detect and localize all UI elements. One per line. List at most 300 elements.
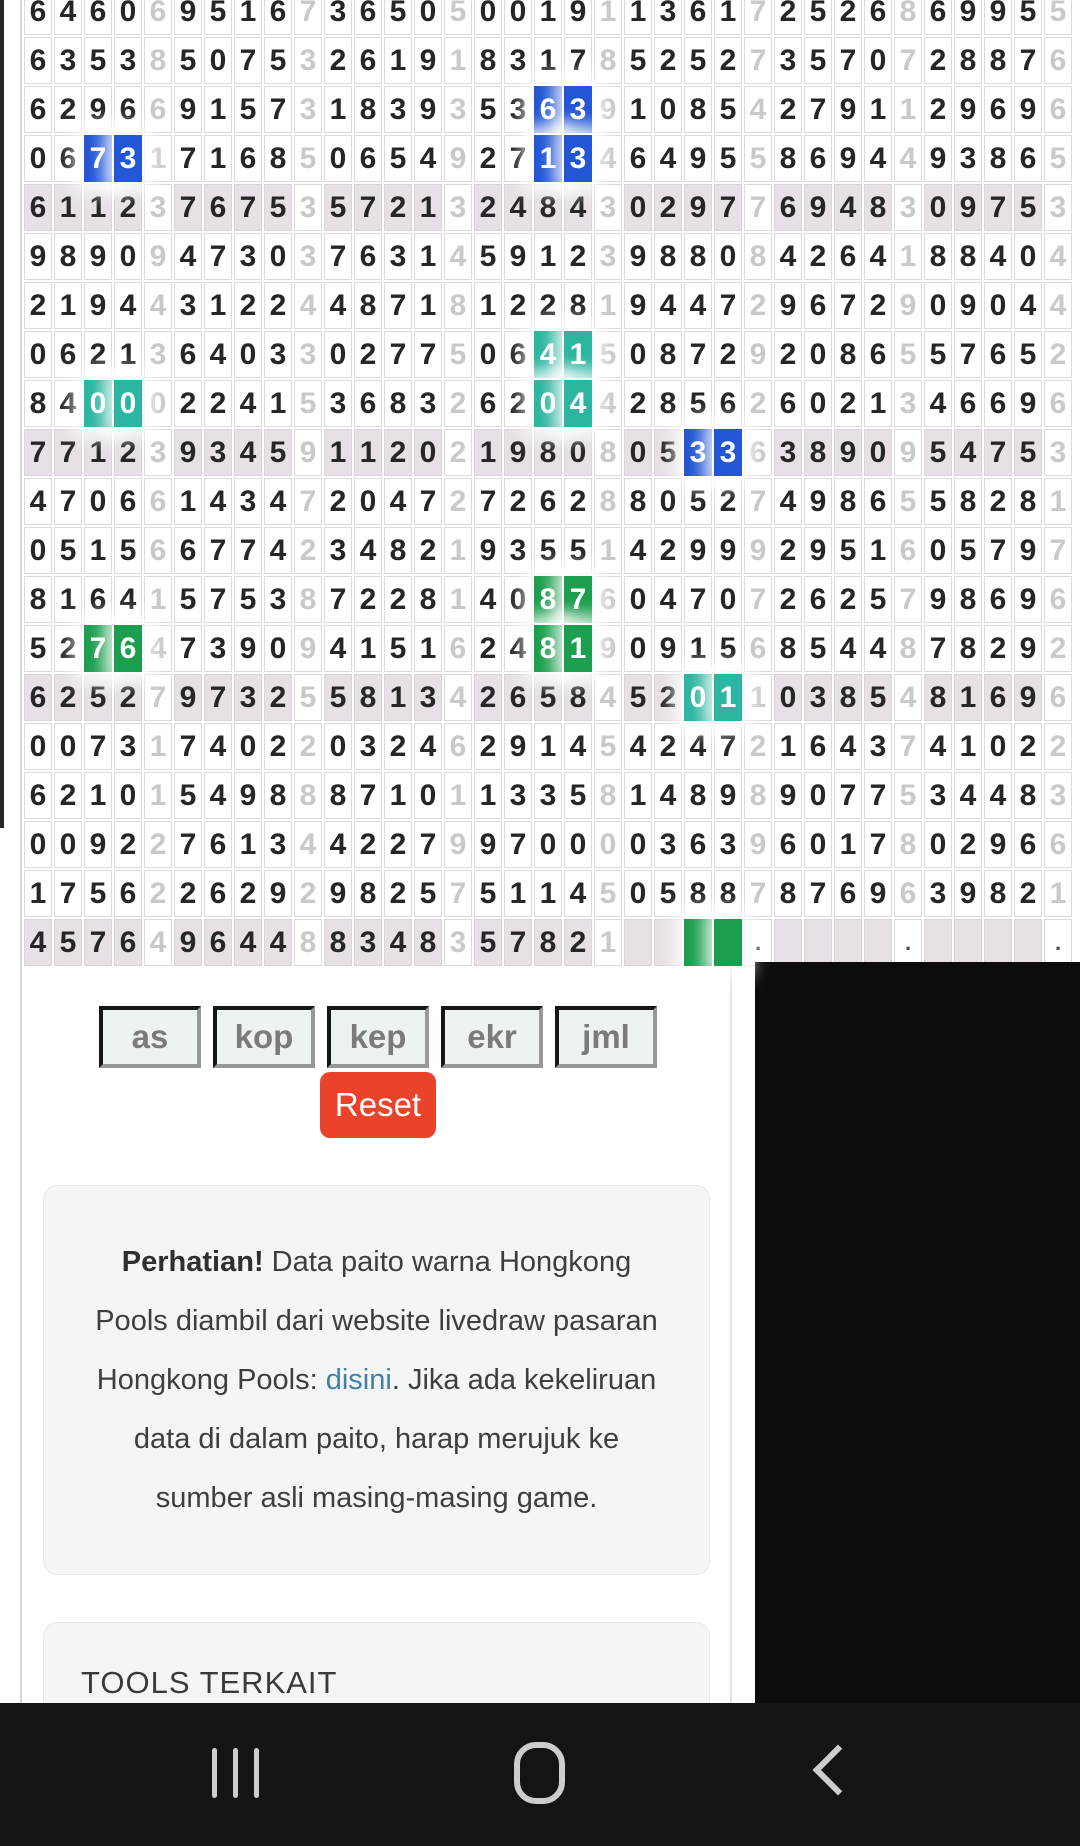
paito-cell[interactable]: 5 <box>564 527 592 574</box>
paito-cell[interactable]: 1 <box>384 37 412 84</box>
paito-cell[interactable]: 1 <box>864 86 892 133</box>
paito-cell[interactable]: 1 <box>324 429 352 476</box>
paito-cell[interactable]: 4 <box>234 919 262 966</box>
paito-cell[interactable]: 4 <box>414 723 442 770</box>
paito-cell[interactable]: 8 <box>924 233 952 280</box>
paito-cell[interactable]: 8 <box>24 380 52 427</box>
paito-cell[interactable]: 5 <box>174 576 202 623</box>
paito-cell[interactable]: 9 <box>234 772 262 819</box>
paito-cell[interactable]: 6 <box>864 331 892 378</box>
paito-cell[interactable]: 3 <box>654 0 682 35</box>
paito-cell[interactable]: 4 <box>474 576 502 623</box>
paito-cell[interactable]: 5 <box>654 870 682 917</box>
paito-cell[interactable]: 4 <box>414 135 442 182</box>
paito-cell[interactable]: 2 <box>504 478 532 525</box>
paito-cell[interactable]: 0 <box>414 429 442 476</box>
paito-cell[interactable]: 0 <box>714 233 742 280</box>
paito-cell[interactable]: 7 <box>84 135 112 182</box>
paito-cell[interactable]: 2 <box>54 86 82 133</box>
paito-cell[interactable]: 7 <box>384 282 412 329</box>
paito-cell[interactable]: 6 <box>174 331 202 378</box>
paito-cell[interactable]: 5 <box>924 429 952 476</box>
paito-cell[interactable]: 0 <box>414 772 442 819</box>
paito-cell[interactable]: 9 <box>84 86 112 133</box>
paito-cell[interactable]: 8 <box>384 380 412 427</box>
paito-cell[interactable]: 2 <box>564 233 592 280</box>
paito-cell[interactable]: 2 <box>474 723 502 770</box>
paito-cell[interactable]: 2 <box>834 380 862 427</box>
paito-cell[interactable]: 9 <box>264 870 292 917</box>
paito-cell[interactable]: 1 <box>234 821 262 868</box>
paito-cell[interactable]: 6 <box>24 184 52 231</box>
paito-cell[interactable]: 8 <box>834 478 862 525</box>
paito-cell[interactable]: 5 <box>1014 184 1042 231</box>
paito-cell[interactable]: 3 <box>924 870 952 917</box>
paito-cell[interactable]: 2 <box>384 184 412 231</box>
paito-cell[interactable]: 6 <box>984 576 1012 623</box>
paito-cell[interactable]: 7 <box>174 625 202 672</box>
paito-cell[interactable]: 7 <box>384 331 412 378</box>
paito-cell[interactable]: 2 <box>984 625 1012 672</box>
paito-cell[interactable]: 3 <box>114 135 142 182</box>
paito-cell[interactable]: 7 <box>174 821 202 868</box>
paito-cell[interactable]: 7 <box>564 37 592 84</box>
paito-cell[interactable]: 4 <box>264 478 292 525</box>
paito-cell[interactable]: 6 <box>504 674 532 721</box>
paito-cell[interactable]: 5 <box>264 37 292 84</box>
paito-cell[interactable]: 1 <box>714 674 742 721</box>
paito-cell[interactable]: 3 <box>114 37 142 84</box>
paito-cell[interactable]: 0 <box>624 331 652 378</box>
paito-cell[interactable]: 8 <box>954 576 982 623</box>
paito-cell[interactable]: 2 <box>924 86 952 133</box>
paito-cell[interactable]: 0 <box>204 37 232 84</box>
paito-cell[interactable]: 3 <box>204 625 232 672</box>
paito-cell[interactable]: 2 <box>1014 870 1042 917</box>
paito-cell[interactable]: 2 <box>504 380 532 427</box>
paito-cell[interactable]: 6 <box>774 184 802 231</box>
info-link[interactable]: disini <box>325 1363 392 1396</box>
paito-cell[interactable]: 1 <box>624 86 652 133</box>
paito-cell[interactable]: 3 <box>714 429 742 476</box>
paito-cell[interactable]: 4 <box>174 233 202 280</box>
paito-cell[interactable]: 6 <box>984 674 1012 721</box>
paito-cell[interactable]: 4 <box>204 331 232 378</box>
paito-cell[interactable]: 9 <box>774 772 802 819</box>
paito-cell[interactable]: 8 <box>534 919 562 966</box>
paito-cell[interactable]: 7 <box>984 184 1012 231</box>
paito-cell[interactable]: 7 <box>684 331 712 378</box>
paito-cell[interactable]: 2 <box>864 282 892 329</box>
filter-jml-button[interactable]: jml <box>555 1006 657 1068</box>
paito-cell[interactable] <box>924 919 952 966</box>
paito-cell[interactable]: 4 <box>654 576 682 623</box>
paito-cell[interactable]: 3 <box>774 37 802 84</box>
paito-cell[interactable]: 0 <box>324 723 352 770</box>
paito-cell[interactable]: 1 <box>534 233 562 280</box>
home-icon[interactable] <box>514 1742 565 1804</box>
paito-cell[interactable]: 7 <box>264 86 292 133</box>
paito-cell[interactable]: 3 <box>174 282 202 329</box>
paito-cell[interactable]: 6 <box>204 919 232 966</box>
paito-cell[interactable]: 0 <box>24 331 52 378</box>
paito-cell[interactable]: 6 <box>234 135 262 182</box>
paito-cell[interactable]: 2 <box>24 282 52 329</box>
paito-cell[interactable]: 2 <box>54 625 82 672</box>
paito-cell[interactable]: 4 <box>324 821 352 868</box>
paito-cell[interactable]: 9 <box>804 527 832 574</box>
paito-cell[interactable]: 0 <box>774 674 802 721</box>
paito-cell[interactable]: 1 <box>384 772 412 819</box>
paito-cell[interactable]: 7 <box>84 723 112 770</box>
paito-cell[interactable]: 7 <box>354 772 382 819</box>
paito-cell[interactable]: 2 <box>474 135 502 182</box>
paito-cell[interactable]: 6 <box>624 135 652 182</box>
paito-cell[interactable]: 4 <box>264 919 292 966</box>
paito-cell[interactable]: 4 <box>504 625 532 672</box>
paito-cell[interactable] <box>1014 919 1042 966</box>
paito-cell[interactable]: 9 <box>24 233 52 280</box>
paito-cell[interactable]: 0 <box>114 0 142 35</box>
paito-cell[interactable]: 8 <box>534 429 562 476</box>
paito-cell[interactable]: 5 <box>864 576 892 623</box>
paito-cell[interactable]: 0 <box>924 282 952 329</box>
paito-cell[interactable]: 5 <box>714 135 742 182</box>
paito-cell[interactable]: 5 <box>1014 429 1042 476</box>
paito-cell[interactable]: 2 <box>264 674 292 721</box>
paito-cell[interactable]: 7 <box>204 233 232 280</box>
paito-cell[interactable]: 2 <box>384 723 412 770</box>
paito-cell[interactable]: 1 <box>474 429 502 476</box>
paito-cell[interactable]: 5 <box>564 772 592 819</box>
paito-cell[interactable]: 1 <box>54 184 82 231</box>
paito-cell[interactable]: 5 <box>804 0 832 35</box>
paito-cell[interactable]: 2 <box>654 37 682 84</box>
paito-cell[interactable]: 3 <box>54 37 82 84</box>
paito-cell[interactable]: 8 <box>834 331 862 378</box>
paito-cell[interactable]: 6 <box>24 772 52 819</box>
paito-cell[interactable]: 8 <box>804 429 832 476</box>
paito-cell[interactable]: 7 <box>714 184 742 231</box>
paito-cell[interactable]: 4 <box>834 625 862 672</box>
paito-cell[interactable]: 9 <box>774 282 802 329</box>
paito-cell[interactable]: 6 <box>1014 135 1042 182</box>
paito-cell[interactable]: 6 <box>204 821 232 868</box>
paito-cell[interactable]: 8 <box>264 772 292 819</box>
paito-cell[interactable]: 8 <box>534 184 562 231</box>
paito-cell[interactable]: 1 <box>54 576 82 623</box>
paito-cell[interactable]: 9 <box>654 625 682 672</box>
paito-cell[interactable]: 0 <box>714 576 742 623</box>
paito-cell[interactable]: 6 <box>864 478 892 525</box>
paito-cell[interactable]: 7 <box>54 478 82 525</box>
paito-cell[interactable]: 9 <box>1014 674 1042 721</box>
filter-kep-button[interactable]: kep <box>327 1006 429 1068</box>
paito-cell[interactable]: 4 <box>114 576 142 623</box>
paito-cell[interactable]: 3 <box>264 821 292 868</box>
paito-cell[interactable]: 6 <box>684 0 712 35</box>
filter-kop-button[interactable]: kop <box>213 1006 315 1068</box>
paito-cell[interactable]: 7 <box>834 282 862 329</box>
paito-cell[interactable]: 5 <box>384 0 412 35</box>
paito-cell[interactable]: 2 <box>534 282 562 329</box>
paito-cell[interactable]: 5 <box>714 625 742 672</box>
paito-cell[interactable]: 1 <box>354 429 382 476</box>
paito-cell[interactable]: 7 <box>804 870 832 917</box>
paito-cell[interactable]: 3 <box>564 135 592 182</box>
paito-cell[interactable]: 3 <box>564 86 592 133</box>
paito-cell[interactable]: 9 <box>954 86 982 133</box>
paito-cell[interactable]: 1 <box>624 772 652 819</box>
paito-cell[interactable]: 9 <box>624 233 652 280</box>
paito-cell[interactable]: 6 <box>1014 821 1042 868</box>
paito-cell[interactable]: 5 <box>84 870 112 917</box>
paito-cell[interactable]: 6 <box>984 86 1012 133</box>
paito-cell[interactable]: 3 <box>234 478 262 525</box>
paito-cell[interactable]: 0 <box>504 0 532 35</box>
paito-cell[interactable]: 0 <box>84 380 112 427</box>
paito-cell[interactable]: 5 <box>54 527 82 574</box>
paito-cell[interactable]: 9 <box>174 674 202 721</box>
paito-cell[interactable]: 6 <box>24 37 52 84</box>
paito-cell[interactable]: 7 <box>414 821 442 868</box>
paito-cell[interactable]: 1 <box>684 625 712 672</box>
paito-cell[interactable] <box>624 919 652 966</box>
paito-cell[interactable]: 2 <box>354 821 382 868</box>
paito-cell[interactable]: 2 <box>174 380 202 427</box>
paito-cell[interactable]: 5 <box>954 527 982 574</box>
paito-cell[interactable]: 3 <box>654 821 682 868</box>
paito-cell[interactable]: 2 <box>564 478 592 525</box>
paito-cell[interactable]: 4 <box>504 184 532 231</box>
paito-cell[interactable]: 4 <box>564 723 592 770</box>
paito-cell[interactable]: 8 <box>684 86 712 133</box>
paito-cell[interactable]: 6 <box>954 380 982 427</box>
paito-cell[interactable]: 0 <box>624 625 652 672</box>
paito-cell[interactable]: 9 <box>834 135 862 182</box>
paito-cell[interactable]: 7 <box>504 919 532 966</box>
paito-cell[interactable]: 9 <box>174 429 202 476</box>
paito-cell[interactable]: 8 <box>1014 772 1042 819</box>
paito-cell[interactable]: 0 <box>984 282 1012 329</box>
paito-cell[interactable]: 6 <box>24 674 52 721</box>
paito-cell[interactable]: 2 <box>474 184 502 231</box>
paito-cell[interactable]: 6 <box>204 870 232 917</box>
paito-cell[interactable]: 3 <box>384 86 412 133</box>
paito-cell[interactable]: 9 <box>954 184 982 231</box>
paito-cell[interactable]: 2 <box>264 723 292 770</box>
paito-cell[interactable]: 5 <box>384 625 412 672</box>
paito-cell[interactable]: 6 <box>354 135 382 182</box>
paito-cell[interactable]: 0 <box>624 184 652 231</box>
paito-cell[interactable]: 2 <box>384 821 412 868</box>
paito-cell[interactable]: 3 <box>204 429 232 476</box>
paito-cell[interactable]: 8 <box>954 478 982 525</box>
paito-cell[interactable]: 2 <box>714 37 742 84</box>
paito-cell[interactable]: 2 <box>804 233 832 280</box>
paito-cell[interactable]: 0 <box>564 429 592 476</box>
paito-cell[interactable]: 4 <box>234 380 262 427</box>
paito-cell[interactable]: 2 <box>384 576 412 623</box>
paito-cell[interactable]: 3 <box>354 919 382 966</box>
paito-cell[interactable]: 4 <box>114 282 142 329</box>
paito-cell[interactable]: 5 <box>84 37 112 84</box>
paito-cell[interactable]: 6 <box>504 331 532 378</box>
paito-cell[interactable]: 9 <box>504 233 532 280</box>
paito-cell[interactable] <box>774 919 802 966</box>
paito-cell[interactable]: 2 <box>774 576 802 623</box>
paito-cell[interactable]: 2 <box>234 282 262 329</box>
paito-cell[interactable]: 5 <box>474 233 502 280</box>
paito-cell[interactable]: 2 <box>654 527 682 574</box>
paito-cell[interactable]: 2 <box>504 282 532 329</box>
paito-cell[interactable]: 6 <box>174 527 202 574</box>
paito-cell[interactable]: 4 <box>384 478 412 525</box>
paito-cell[interactable]: 7 <box>564 576 592 623</box>
paito-cell[interactable]: 9 <box>1014 576 1042 623</box>
paito-cell[interactable]: 2 <box>354 331 382 378</box>
paito-cell[interactable]: 0 <box>804 821 832 868</box>
paito-cell[interactable]: 7 <box>714 282 742 329</box>
paito-cell[interactable]: 1 <box>564 331 592 378</box>
paito-cell[interactable]: 1 <box>54 282 82 329</box>
paito-cell[interactable]: 5 <box>924 331 952 378</box>
paito-cell[interactable]: 0 <box>114 380 142 427</box>
paito-cell[interactable]: 8 <box>564 282 592 329</box>
paito-cell[interactable]: 0 <box>474 0 502 35</box>
paito-cell[interactable]: 2 <box>384 429 412 476</box>
paito-cell[interactable]: 0 <box>654 86 682 133</box>
paito-cell[interactable]: 9 <box>954 0 982 35</box>
paito-cell[interactable]: 6 <box>354 37 382 84</box>
paito-cell[interactable]: 9 <box>474 821 502 868</box>
paito-cell[interactable]: 5 <box>264 429 292 476</box>
paito-cell[interactable]: 6 <box>54 135 82 182</box>
paito-cell[interactable]: 4 <box>654 135 682 182</box>
paito-cell[interactable]: 2 <box>234 870 262 917</box>
paito-cell[interactable]: 3 <box>504 527 532 574</box>
paito-cell[interactable]: 7 <box>414 478 442 525</box>
paito-cell[interactable]: 3 <box>924 772 952 819</box>
paito-cell[interactable]: 7 <box>234 184 262 231</box>
paito-cell[interactable]: 4 <box>684 723 712 770</box>
paito-cell[interactable]: 0 <box>504 576 532 623</box>
paito-cell[interactable]: 4 <box>624 527 652 574</box>
paito-cell[interactable]: 2 <box>54 674 82 721</box>
paito-cell[interactable]: 1 <box>534 870 562 917</box>
paito-cell[interactable]: 2 <box>924 37 952 84</box>
paito-cell[interactable]: 5 <box>474 870 502 917</box>
paito-cell[interactable]: 5 <box>174 772 202 819</box>
paito-cell[interactable] <box>984 919 1012 966</box>
paito-cell[interactable]: 8 <box>654 331 682 378</box>
paito-cell[interactable]: 3 <box>414 380 442 427</box>
paito-cell[interactable]: 2 <box>474 674 502 721</box>
paito-cell[interactable]: 8 <box>654 380 682 427</box>
paito-cell[interactable]: 5 <box>534 674 562 721</box>
paito-cell[interactable]: 9 <box>564 0 592 35</box>
paito-cell[interactable]: 4 <box>264 527 292 574</box>
paito-cell[interactable]: 8 <box>54 233 82 280</box>
paito-cell[interactable]: 3 <box>324 527 352 574</box>
paito-cell[interactable]: 1 <box>414 625 442 672</box>
paito-cell[interactable]: 0 <box>324 331 352 378</box>
paito-cell[interactable]: 5 <box>324 184 352 231</box>
paito-cell[interactable]: 0 <box>624 821 652 868</box>
paito-cell[interactable]: 0 <box>24 135 52 182</box>
paito-cell[interactable]: 4 <box>324 625 352 672</box>
paito-cell[interactable]: 3 <box>864 723 892 770</box>
paito-cell[interactable]: 4 <box>354 527 382 574</box>
paito-cell[interactable]: 1 <box>534 37 562 84</box>
paito-cell[interactable]: 1 <box>384 674 412 721</box>
paito-cell[interactable]: 3 <box>354 723 382 770</box>
paito-cell[interactable]: 0 <box>1014 233 1042 280</box>
paito-cell[interactable]: 6 <box>834 233 862 280</box>
paito-cell[interactable]: 5 <box>684 37 712 84</box>
paito-cell[interactable]: 4 <box>1014 282 1042 329</box>
paito-cell[interactable]: 0 <box>804 380 832 427</box>
paito-cell[interactable]: 0 <box>564 821 592 868</box>
paito-cell[interactable]: 8 <box>414 919 442 966</box>
paito-cell[interactable]: 7 <box>204 576 232 623</box>
paito-cell[interactable] <box>654 919 682 966</box>
paito-cell[interactable]: 4 <box>204 772 232 819</box>
paito-cell[interactable]: 9 <box>504 723 532 770</box>
paito-cell[interactable]: 9 <box>414 86 442 133</box>
paito-cell[interactable]: 0 <box>414 0 442 35</box>
paito-cell[interactable]: 4 <box>954 772 982 819</box>
paito-cell[interactable]: 5 <box>384 135 412 182</box>
paito-cell[interactable]: 1 <box>534 135 562 182</box>
paito-cell[interactable]: 5 <box>534 527 562 574</box>
paito-cell[interactable]: 2 <box>774 331 802 378</box>
paito-cell[interactable] <box>954 919 982 966</box>
paito-cell[interactable]: 7 <box>714 723 742 770</box>
paito-cell[interactable]: 0 <box>474 331 502 378</box>
paito-cell[interactable]: 6 <box>684 821 712 868</box>
paito-cell[interactable]: 5 <box>714 86 742 133</box>
paito-cell[interactable]: 4 <box>924 380 952 427</box>
paito-cell[interactable]: 7 <box>984 527 1012 574</box>
paito-cell[interactable]: 2 <box>714 331 742 378</box>
paito-cell[interactable]: 1 <box>414 233 442 280</box>
paito-cell[interactable]: 9 <box>804 184 832 231</box>
paito-cell[interactable]: 7 <box>504 135 532 182</box>
paito-cell[interactable]: 0 <box>864 37 892 84</box>
paito-cell[interactable]: 0 <box>264 233 292 280</box>
paito-cell[interactable]: 4 <box>864 625 892 672</box>
paito-cell[interactable]: 1 <box>864 380 892 427</box>
paito-cell[interactable]: 5 <box>84 674 112 721</box>
paito-cell[interactable]: 8 <box>984 37 1012 84</box>
paito-cell[interactable]: 5 <box>264 184 292 231</box>
paito-cell[interactable]: 7 <box>414 331 442 378</box>
paito-cell[interactable]: 5 <box>54 919 82 966</box>
paito-cell[interactable]: 7 <box>474 478 502 525</box>
paito-cell[interactable]: 9 <box>684 184 712 231</box>
filter-as-button[interactable]: as <box>99 1006 201 1068</box>
paito-cell[interactable]: 1 <box>114 331 142 378</box>
paito-cell[interactable]: 4 <box>324 282 352 329</box>
paito-cell[interactable]: 1 <box>834 821 862 868</box>
paito-cell[interactable]: 1 <box>504 870 532 917</box>
paito-cell[interactable]: 3 <box>714 821 742 868</box>
paito-cell[interactable]: 5 <box>204 0 232 35</box>
paito-cell[interactable]: 7 <box>324 233 352 280</box>
paito-cell[interactable]: 4 <box>984 772 1012 819</box>
paito-cell[interactable]: 9 <box>174 919 202 966</box>
